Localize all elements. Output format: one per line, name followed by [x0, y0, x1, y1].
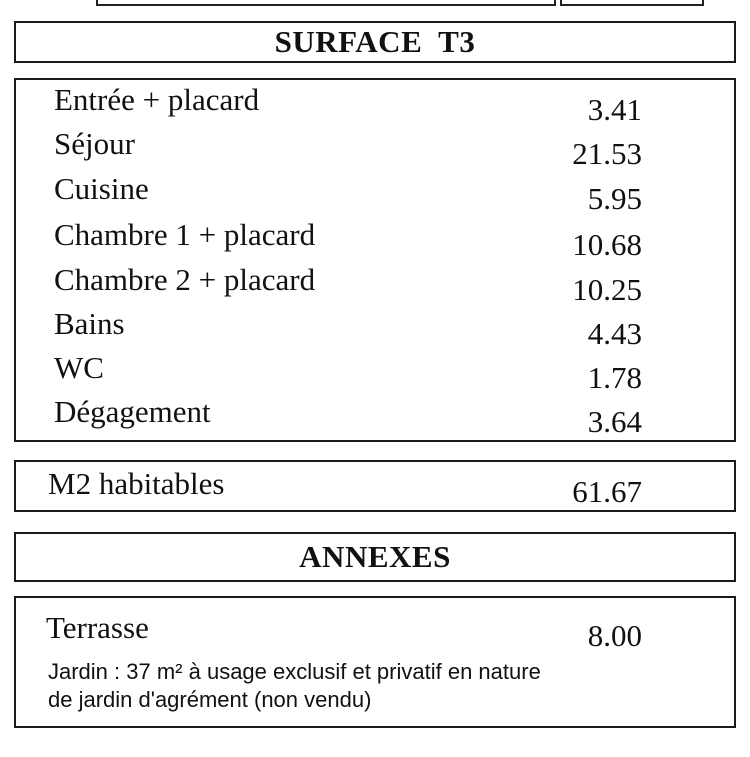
room-area: 10.68 — [572, 227, 642, 262]
terrasse-row — [46, 610, 642, 653]
table-row — [54, 262, 642, 307]
room-label: Cuisine — [54, 171, 149, 206]
jardin-note-line2: de jardin d'agrément (non vendu) — [48, 687, 372, 712]
room-label: Chambre 1 + placard — [54, 217, 316, 252]
room-area: 3.64 — [587, 404, 642, 439]
room-area: 21.53 — [572, 136, 642, 171]
terrasse-label: Terrasse — [46, 610, 149, 645]
table-row — [54, 350, 642, 395]
room-area: 1.78 — [587, 360, 642, 395]
room-label: Séjour — [54, 126, 135, 161]
room-label: Entrée + placard — [54, 82, 260, 117]
terrasse-value: 8.00 — [587, 618, 642, 653]
surface-title: SURFACE T3 — [274, 24, 476, 59]
rooms-table — [14, 78, 736, 442]
table-row — [54, 217, 642, 262]
room-label: Chambre 2 + placard — [54, 262, 316, 297]
table-row — [54, 171, 642, 216]
total-row — [48, 466, 642, 509]
room-label: Bains — [54, 306, 125, 341]
table-row — [54, 126, 642, 171]
table-row — [54, 82, 642, 127]
total-box — [14, 460, 736, 512]
room-area: 5.95 — [587, 181, 642, 216]
surface-title-box — [14, 21, 736, 63]
room-label: Dégagement — [54, 394, 211, 429]
annexes-title-box — [14, 532, 736, 582]
room-area: 3.41 — [587, 92, 642, 127]
annexes-title: ANNEXES — [299, 539, 451, 574]
room-area: 10.25 — [572, 272, 642, 307]
table-row — [54, 394, 642, 439]
total-label: M2 habitables — [48, 466, 225, 501]
top-table-edge — [96, 0, 556, 6]
table-row — [54, 306, 642, 351]
jardin-note-line1: Jardin : 37 m² à usage exclusif et privatif en nature — [48, 659, 541, 684]
annexes-table — [14, 596, 736, 728]
room-area: 4.43 — [587, 316, 642, 351]
room-label: WC — [54, 350, 104, 385]
total-value: 61.67 — [572, 474, 642, 509]
